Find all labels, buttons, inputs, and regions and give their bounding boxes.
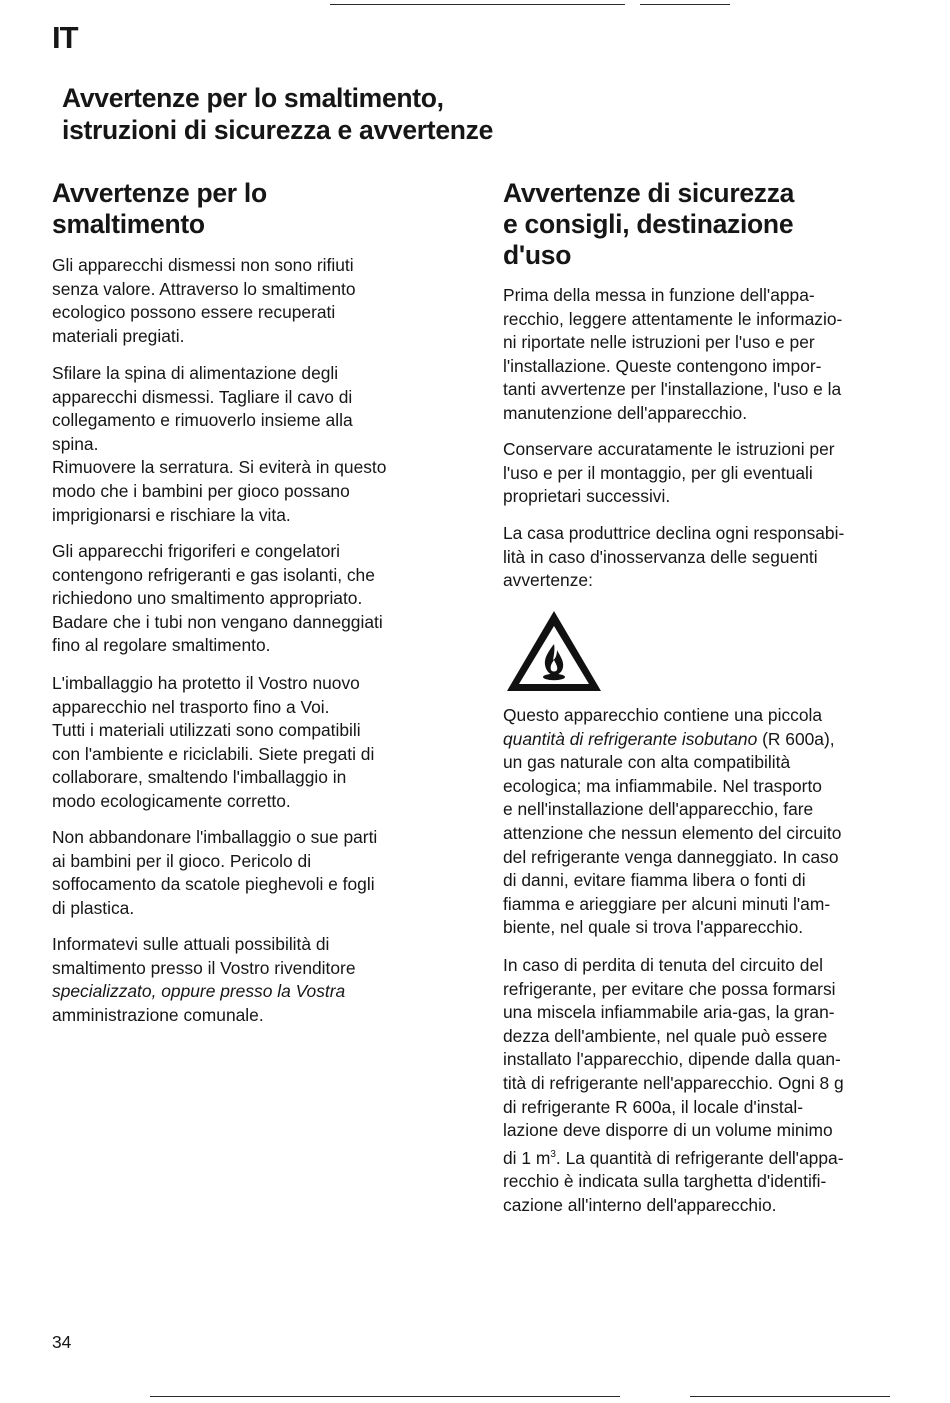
page-number: 34 bbox=[52, 1332, 72, 1352]
bottom-rule bbox=[150, 1396, 620, 1397]
text-line: recchio, leggere attentamente le informazio- bbox=[503, 308, 843, 329]
text-line: Questo apparecchio contiene una piccola bbox=[503, 705, 823, 725]
text-line: ni riportate nelle istruzioni per l'uso e per bbox=[503, 332, 815, 353]
disposal-paragraph-3 bbox=[52, 540, 383, 658]
disposal-heading-line-2: smaltimento bbox=[52, 209, 205, 239]
text-line: Badare che i tubi non vengano danneggiati bbox=[52, 611, 383, 632]
flammable-warning-icon bbox=[504, 608, 604, 694]
text-line: recchio è indicata sulla targhetta d'identifi- bbox=[503, 1171, 827, 1192]
text-line: modo ecologicamente corretto. bbox=[52, 790, 291, 811]
text-line: manutenzione dell'apparecchio. bbox=[503, 402, 748, 423]
page-title-line-1: Avvertenze per lo smaltimento, bbox=[62, 83, 444, 113]
text-line: collaborare, smaltendo l'imballaggio in bbox=[52, 767, 347, 788]
text-line: fino al regolare smaltimento. bbox=[52, 635, 271, 656]
volume-text: di 1 m bbox=[503, 1147, 551, 1168]
safety-heading-line-3: d'uso bbox=[503, 240, 572, 270]
text-line: soffocamento da scatole pieghevoli e fogli bbox=[52, 874, 375, 895]
text-line: una miscela infiammabile aria-gas, la gran- bbox=[503, 1002, 835, 1023]
cubic-superscript: 3 bbox=[550, 1148, 556, 1160]
disposal-paragraph-1 bbox=[52, 254, 356, 348]
text-line: spina. bbox=[52, 433, 99, 454]
disposal-heading bbox=[52, 178, 267, 240]
text-line: del refrigerante venga danneggiato. In caso bbox=[503, 846, 839, 867]
text-line: Gli apparecchi dismessi non sono rifiuti bbox=[52, 255, 354, 275]
text-line: In caso di perdita di tenuta del circuito del bbox=[503, 955, 823, 975]
text-line: ecologico possono essere recuperati bbox=[52, 302, 336, 323]
text-line: richiedono uno smaltimento appropriato. bbox=[52, 588, 363, 609]
disposal-heading-line-1: Avvertenze per lo bbox=[52, 178, 267, 208]
text-line: apparecchi dismessi. Tagliare il cavo di bbox=[52, 386, 353, 407]
text-line: Rimuovere la serratura. Si eviterà in questo bbox=[52, 457, 387, 478]
text-line: imprigionarsi e rischiare la vita. bbox=[52, 504, 291, 525]
text-line: materiali pregiati. bbox=[52, 325, 185, 346]
child-safety-paragraph bbox=[52, 826, 377, 920]
text-line: lazione deve disporre di un volume minimo bbox=[503, 1120, 833, 1141]
text-line bbox=[503, 728, 841, 752]
text-line: smaltimento presso il Vostro rivenditore bbox=[52, 957, 356, 978]
text-line: collegamento e rimuoverlo insieme alla bbox=[52, 410, 353, 431]
text-line: Gli apparecchi frigoriferi e congelatori bbox=[52, 541, 341, 561]
text-line: con l'ambiente e riciclabili. Siete pregati di bbox=[52, 743, 375, 764]
leak-paragraph bbox=[503, 954, 844, 1217]
language-code: IT bbox=[52, 20, 78, 55]
refrigerant-code: (R 600a), bbox=[757, 728, 835, 749]
safety-paragraph-2 bbox=[503, 438, 835, 509]
safety-paragraph-1 bbox=[503, 284, 842, 426]
text-line bbox=[503, 1143, 844, 1170]
text-line: La casa produttrice declina ogni responsabi- bbox=[503, 523, 845, 543]
text-line: modo che i bambini per gioco possano bbox=[52, 480, 350, 501]
bottom-rule-right bbox=[690, 1396, 890, 1397]
safety-heading bbox=[503, 178, 794, 271]
text-line: tanti avvertenze per l'installazione, l'uso e la bbox=[503, 379, 842, 400]
text-line: contengono refrigeranti e gas isolanti, che bbox=[52, 564, 375, 585]
text-line: Non abbandonare l'imballaggio o sue parti bbox=[52, 827, 378, 847]
text-line: biente, nel quale si trova l'apparecchio. bbox=[503, 917, 804, 938]
text-line: fiamma e arieggiare per alcuni minuti l'am- bbox=[503, 893, 831, 914]
packaging-paragraph bbox=[52, 672, 374, 814]
refrigerant-paragraph bbox=[503, 704, 841, 940]
disposal-paragraph-2 bbox=[52, 362, 386, 527]
text-line: Tutti i materiali utilizzati sono compatibili bbox=[52, 720, 361, 741]
text-line: lità in caso d'inosservanza delle seguenti bbox=[503, 546, 818, 567]
safety-paragraph-3 bbox=[503, 522, 844, 593]
text-line: Prima della messa in funzione dell'appa- bbox=[503, 285, 815, 305]
text-line: cazione all'interno dell'apparecchio. bbox=[503, 1194, 777, 1215]
text-line: di danni, evitare fiamma libera o fonti di bbox=[503, 870, 806, 891]
disposal-info-paragraph bbox=[52, 933, 356, 1027]
text-line: tità di refrigerante nell'apparecchio. Ogni 8 g bbox=[503, 1072, 844, 1093]
text-line: di refrigerante R 600a, il locale d'instal- bbox=[503, 1096, 804, 1117]
text-line: Informatevi sulle attuali possibilità di bbox=[52, 934, 330, 954]
text-line: apparecchio nel trasporto fino a Voi. bbox=[52, 696, 330, 717]
text-line: Conservare accuratamente le istruzioni per bbox=[503, 439, 835, 459]
text-line: l'uso e per il montaggio, per gli eventuali bbox=[503, 462, 813, 483]
text-line: ecologica; ma infiammabile. Nel trasporto bbox=[503, 775, 822, 796]
top-rule bbox=[330, 4, 625, 5]
text-line: refrigerante, per evitare che possa formarsi bbox=[503, 978, 836, 999]
text-line: proprietari successivi. bbox=[503, 486, 671, 507]
text-line: di plastica. bbox=[52, 897, 135, 918]
text-line: dezza dell'ambiente, nel quale può essere bbox=[503, 1025, 828, 1046]
text-line: installato l'apparecchio, dipende dalla quan- bbox=[503, 1049, 841, 1070]
top-rule-short bbox=[640, 4, 730, 5]
safety-heading-line-1: Avvertenze di sicurezza bbox=[503, 178, 795, 208]
safety-heading-line-2: e consigli, destinazione bbox=[503, 209, 794, 239]
text-line: l'installazione. Queste contengono impor- bbox=[503, 355, 822, 376]
text-line: e nell'installazione dell'apparecchio, fare bbox=[503, 799, 814, 820]
text-line: senza valore. Attraverso lo smaltimento bbox=[52, 278, 356, 299]
page-title bbox=[62, 82, 662, 146]
refrigerant-name: quantità di refrigerante isobutano bbox=[503, 728, 758, 749]
text-line: un gas naturale con alta compatibilità bbox=[503, 752, 791, 773]
volume-text-rest: . La quantità di refrigerante dell'appa- bbox=[555, 1147, 844, 1168]
page-title-line-2: istruzioni di sicurezza e avvertenze bbox=[62, 115, 494, 145]
text-line: specializzato, oppure presso la Vostra bbox=[52, 981, 346, 1002]
text-line: Sfilare la spina di alimentazione degli bbox=[52, 363, 339, 383]
text-line: amministrazione comunale. bbox=[52, 1004, 264, 1025]
text-line: L'imballaggio ha protetto il Vostro nuovo bbox=[52, 673, 360, 693]
text-line: ai bambini per il gioco. Pericolo di bbox=[52, 850, 312, 871]
text-line: avvertenze: bbox=[503, 570, 593, 591]
text-line: attenzione che nessun elemento del circuito bbox=[503, 822, 842, 843]
